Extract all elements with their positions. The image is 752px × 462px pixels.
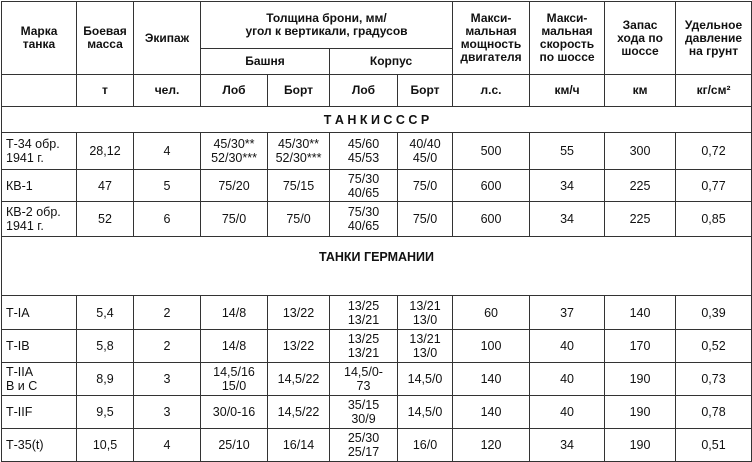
range-value: 170: [605, 330, 676, 363]
header-power: Макси- мальная мощность двигателя: [453, 2, 530, 75]
crew-value: 6: [134, 202, 201, 237]
header-range: Запас хода по шоссе: [605, 2, 676, 75]
unit-crew: чел.: [134, 75, 201, 107]
turret-front-armor: 14/8: [201, 296, 268, 330]
header-mass: Боевая масса: [77, 2, 134, 75]
mass-value: 5,8: [77, 330, 134, 363]
crew-value: 3: [134, 396, 201, 429]
tank-name: КВ-1: [2, 170, 77, 202]
hull-front-armor: 75/30 40/65: [330, 202, 398, 237]
speed-value: 37: [530, 296, 605, 330]
range-value: 225: [605, 170, 676, 202]
hull-side-armor: 14,5/0: [398, 396, 453, 429]
turret-front-armor: 25/10: [201, 429, 268, 462]
turret-side-armor: 14,5/22: [268, 396, 330, 429]
pressure-value: 0,78: [676, 396, 752, 429]
speed-value: 34: [530, 170, 605, 202]
tank-name: Т-34 обр. 1941 г.: [2, 133, 77, 170]
tank-name: Т-IB: [2, 330, 77, 363]
speed-value: 40: [530, 330, 605, 363]
mass-value: 8,9: [77, 363, 134, 396]
turret-side-armor: 75/0: [268, 202, 330, 237]
turret-side-armor: 13/22: [268, 296, 330, 330]
unit-hull-side: Борт: [398, 75, 453, 107]
range-value: 140: [605, 296, 676, 330]
turret-side-armor: 14,5/22: [268, 363, 330, 396]
table-row: [2, 330, 752, 363]
section-title: ТАНКИ ГЕРМАНИИ: [2, 237, 752, 296]
table-row: [2, 202, 752, 237]
unit-power: л.с.: [453, 75, 530, 107]
tank-name: Т-35(t): [2, 429, 77, 462]
unit-turret-front: Лоб: [201, 75, 268, 107]
unit-pressure: кг/см²: [676, 75, 752, 107]
power-value: 140: [453, 396, 530, 429]
tank-name: КВ-2 обр. 1941 г.: [2, 202, 77, 237]
hull-side-armor: 14,5/0: [398, 363, 453, 396]
table-row: [2, 170, 752, 202]
turret-front-armor: 45/30** 52/30***: [201, 133, 268, 170]
crew-value: 2: [134, 296, 201, 330]
power-value: 140: [453, 363, 530, 396]
range-value: 190: [605, 396, 676, 429]
unit-range: км: [605, 75, 676, 107]
table-row: [2, 429, 752, 462]
hull-front-armor: 13/25 13/21: [330, 330, 398, 363]
unit-speed: км/ч: [530, 75, 605, 107]
pressure-value: 0,72: [676, 133, 752, 170]
crew-value: 5: [134, 170, 201, 202]
mass-value: 5,4: [77, 296, 134, 330]
turret-side-armor: 16/14: [268, 429, 330, 462]
hull-front-armor: 25/30 25/17: [330, 429, 398, 462]
hull-side-armor: 13/21 13/0: [398, 330, 453, 363]
hull-front-armor: 45/60 45/53: [330, 133, 398, 170]
range-value: 190: [605, 363, 676, 396]
header-hull: Корпус: [330, 49, 453, 75]
speed-value: 40: [530, 363, 605, 396]
power-value: 100: [453, 330, 530, 363]
mass-value: 52: [77, 202, 134, 237]
section-header-row: [2, 237, 752, 296]
section-title: Т А Н К И С С С Р: [2, 107, 752, 133]
range-value: 300: [605, 133, 676, 170]
power-value: 120: [453, 429, 530, 462]
table-row: [2, 363, 752, 396]
pressure-value: 0,52: [676, 330, 752, 363]
header-turret: Башня: [201, 49, 330, 75]
pressure-value: 0,85: [676, 202, 752, 237]
turret-side-armor: 75/15: [268, 170, 330, 202]
hull-side-armor: 75/0: [398, 170, 453, 202]
crew-value: 3: [134, 363, 201, 396]
pressure-value: 0,51: [676, 429, 752, 462]
speed-value: 40: [530, 396, 605, 429]
unit-mass: т: [77, 75, 134, 107]
hull-side-armor: 40/40 45/0: [398, 133, 453, 170]
tank-name: Т-IA: [2, 296, 77, 330]
crew-value: 4: [134, 429, 201, 462]
unit-hull-front: Лоб: [330, 75, 398, 107]
power-value: 60: [453, 296, 530, 330]
turret-side-armor: 13/22: [268, 330, 330, 363]
pressure-value: 0,77: [676, 170, 752, 202]
hull-front-armor: 75/30 40/65: [330, 170, 398, 202]
turret-front-armor: 75/20: [201, 170, 268, 202]
table-row: [2, 296, 752, 330]
speed-value: 34: [530, 202, 605, 237]
pressure-value: 0,39: [676, 296, 752, 330]
pressure-value: 0,73: [676, 363, 752, 396]
table-row: [2, 396, 752, 429]
unit-turret-side: Борт: [268, 75, 330, 107]
header-model: Марка танка: [2, 2, 77, 75]
turret-front-armor: 14,5/16 15/0: [201, 363, 268, 396]
table-row: [2, 133, 752, 170]
header-armor: Толщина брони, мм/ угол к вертикали, градусов: [201, 2, 453, 49]
crew-value: 4: [134, 133, 201, 170]
unit-model: [2, 75, 77, 107]
speed-value: 55: [530, 133, 605, 170]
crew-value: 2: [134, 330, 201, 363]
header-speed: Макси- мальная скорость по шоссе: [530, 2, 605, 75]
hull-front-armor: 13/25 13/21: [330, 296, 398, 330]
power-value: 600: [453, 170, 530, 202]
hull-front-armor: 35/15 30/9: [330, 396, 398, 429]
hull-side-armor: 13/21 13/0: [398, 296, 453, 330]
mass-value: 28,12: [77, 133, 134, 170]
tank-name: Т-IIA В и С: [2, 363, 77, 396]
mass-value: 9,5: [77, 396, 134, 429]
hull-side-armor: 16/0: [398, 429, 453, 462]
range-value: 225: [605, 202, 676, 237]
turret-side-armor: 45/30** 52/30***: [268, 133, 330, 170]
turret-front-armor: 30/0-16: [201, 396, 268, 429]
turret-front-armor: 14/8: [201, 330, 268, 363]
tank-name: Т-IIF: [2, 396, 77, 429]
power-value: 500: [453, 133, 530, 170]
turret-front-armor: 75/0: [201, 202, 268, 237]
power-value: 600: [453, 202, 530, 237]
range-value: 190: [605, 429, 676, 462]
tank-spec-table: [1, 1, 752, 462]
header-crew: Экипаж: [134, 2, 201, 75]
section-header-row: [2, 107, 752, 133]
speed-value: 34: [530, 429, 605, 462]
table-body: [2, 107, 752, 462]
header-pressure: Удельное давление на грунт: [676, 2, 752, 75]
hull-side-armor: 75/0: [398, 202, 453, 237]
mass-value: 10,5: [77, 429, 134, 462]
hull-front-armor: 14,5/0- 73: [330, 363, 398, 396]
mass-value: 47: [77, 170, 134, 202]
